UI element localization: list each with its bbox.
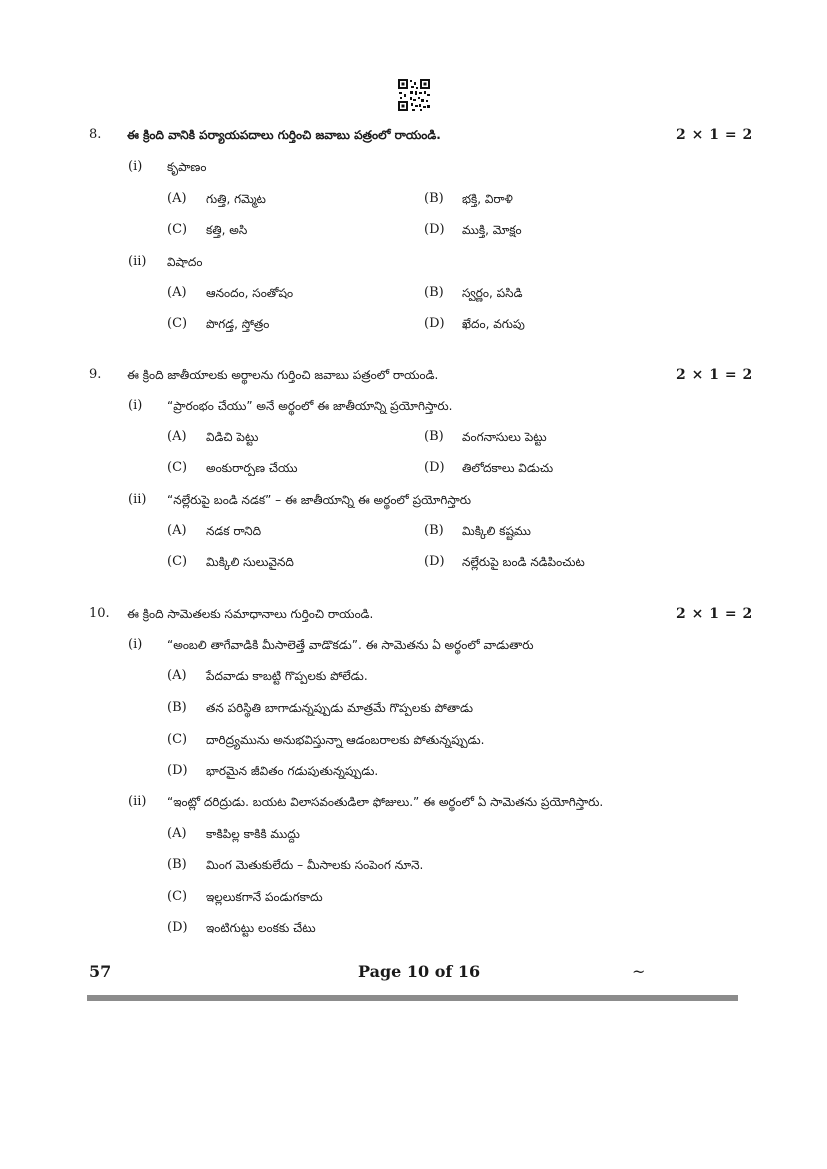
page-number: Page 10 of 16 [358, 962, 481, 981]
q9ii-option-c-label: (C) [167, 554, 188, 569]
q10ii-option-b-text: మింగ మెతుకులేదు – మీసాలకు సంపెంగ నూనె. [206, 858, 424, 872]
q10i-option-b-text: తన పరిస్థితి బాగాడున్నప్పుడు మాత్రమే గొప్పలకు పోతాడు [206, 701, 473, 715]
q9ii-option-c-text: మిక్కిలి సులువైనది [206, 555, 294, 569]
q8ii-option-c-label: (C) [167, 316, 188, 331]
q9i-option-d-text: తిలోదకాలు విడుచు [462, 461, 554, 475]
q10i-option-d-text: భారమైన జీవితం గడుపుతున్నప్పుడు. [206, 764, 379, 778]
question-10-text: ఈ క్రింది సామెతలకు సమాధానాలు గుర్తించి రాయండి. [127, 607, 374, 621]
q10ii-option-b-label: (B) [167, 857, 187, 872]
q10i-option-c-text: దారిద్ర్యమును అనుభవిస్తున్నా ఆడంబరాలకు పోతున్నప్పుడు. [206, 733, 485, 747]
q9-part-ii-text: “నల్లేరుపై బండి నడక” – ఈ జాతీయాన్ని ఈ అర్థంలో ప్రయోగిస్తారు [167, 493, 472, 507]
q8i-option-a-text: గుత్తి, గమ్మెట [206, 192, 266, 206]
q10ii-option-a-text: కాకిపిల్ల కాకికి ముద్దు [206, 827, 300, 841]
q9ii-option-b-text: మిక్కిలి కష్టము [462, 524, 531, 538]
q8ii-option-d-text: ఖేదం, వగుపు [462, 317, 525, 331]
q8i-option-c-text: కత్తి, అసి [206, 223, 248, 237]
q10-part-ii-label: (ii) [128, 794, 147, 809]
q10-part-ii-text: “ఇంట్లో దరిద్రుడు. బయట విలాసవంతుడిలా ఫోజులు.” ఈ అర్థంలో ఏ సామెతను ప్రయోగిస్తారు. [167, 795, 604, 809]
question-10-marks: 2 × 1 = 2 [676, 606, 753, 622]
q8ii-option-a-label: (A) [167, 285, 187, 300]
footer-mark: ~ [632, 962, 646, 981]
question-8-number: 8. [89, 127, 102, 142]
qr-code [397, 78, 431, 112]
q10i-option-a-text: పేదవాడు కాబట్టి గొప్పలకు పోలేడు. [206, 669, 368, 683]
q8ii-option-d-label: (D) [424, 316, 445, 331]
question-10-number: 10. [89, 606, 110, 621]
q8ii-option-b-text: స్వర్ణం, పసిడి [462, 286, 523, 300]
q9ii-option-d-text: నల్లేరుపై బండి నడిపించుట [462, 555, 585, 569]
q9i-option-a-text: విడిచి పెట్టు [206, 430, 259, 444]
q9i-option-c-text: అంకురార్పణ చేయు [206, 461, 298, 475]
q8ii-option-c-text: పొగడ్త, స్తోత్రం [206, 317, 270, 331]
q9-part-i-label: (i) [128, 398, 143, 413]
q10ii-option-a-label: (A) [167, 826, 187, 841]
q9i-option-d-label: (D) [424, 460, 445, 475]
q9i-option-b-text: వంగనాసులు పెట్టు [462, 430, 547, 444]
q9ii-option-d-label: (D) [424, 554, 445, 569]
q9ii-option-a-text: నడక రానిది [206, 524, 262, 538]
q10i-option-a-label: (A) [167, 668, 187, 683]
q9i-option-a-label: (A) [167, 429, 187, 444]
question-8-text: ఈ క్రింది వానికి పర్యాయపదాలు గుర్తించి జవాబు పత్రంలో రాయండి. [127, 128, 441, 142]
q8-part-i-text: కృపాణం [167, 160, 207, 174]
question-9-number: 9. [89, 367, 102, 382]
question-9-marks: 2 × 1 = 2 [676, 367, 753, 383]
footer-rule [87, 995, 738, 1001]
q8ii-option-b-label: (B) [424, 285, 444, 300]
q8i-option-d-label: (D) [424, 222, 445, 237]
q9ii-option-b-label: (B) [424, 523, 444, 538]
q9-part-ii-label: (ii) [128, 492, 147, 507]
q10i-option-c-label: (C) [167, 732, 188, 747]
q10ii-option-d-text: ఇంటిగుట్టు లంకకు చేటు [206, 921, 316, 935]
q10ii-option-d-label: (D) [167, 920, 188, 935]
q8-part-ii-text: విషాదం [167, 255, 203, 269]
q9ii-option-a-label: (A) [167, 523, 187, 538]
q9-part-i-text: “ప్రారంభం చేయు” అనే అర్థంలో ఈ జాతీయాన్ని ప్రయోగిస్తారు. [167, 399, 453, 413]
q9i-option-c-label: (C) [167, 460, 188, 475]
q8i-option-a-label: (A) [167, 191, 187, 206]
q9i-option-b-label: (B) [424, 429, 444, 444]
q8-part-ii-label: (ii) [128, 254, 147, 269]
q8i-option-d-text: ముక్తి, మోక్షం [462, 223, 522, 237]
q10i-option-b-label: (B) [167, 700, 187, 715]
q10-part-i-text: “అంబలి తాగేవాడికి మీసాలెత్తే వాడొకడు”. ఈ సామెతను ఏ అర్థంలో వాడుతారు [167, 638, 534, 652]
q8i-option-c-label: (C) [167, 222, 188, 237]
q8-part-i-label: (i) [128, 159, 143, 174]
q10ii-option-c-label: (C) [167, 889, 188, 904]
q10i-option-d-label: (D) [167, 763, 188, 778]
paper-code: 57 [89, 962, 112, 981]
question-9-text: ఈ క్రింది జాతీయాలకు అర్థాలను గుర్తించి జవాబు పత్రంలో రాయండి. [127, 368, 439, 382]
q10-part-i-label: (i) [128, 637, 143, 652]
q8i-option-b-label: (B) [424, 191, 444, 206]
q8i-option-b-text: భక్తి, విరాళి [462, 192, 513, 206]
q8ii-option-a-text: ఆనందం, సంతోషం [206, 286, 294, 300]
q10ii-option-c-text: ఇల్లలుకగానే పండుగకాదు [206, 890, 323, 904]
question-8-marks: 2 × 1 = 2 [676, 127, 753, 143]
